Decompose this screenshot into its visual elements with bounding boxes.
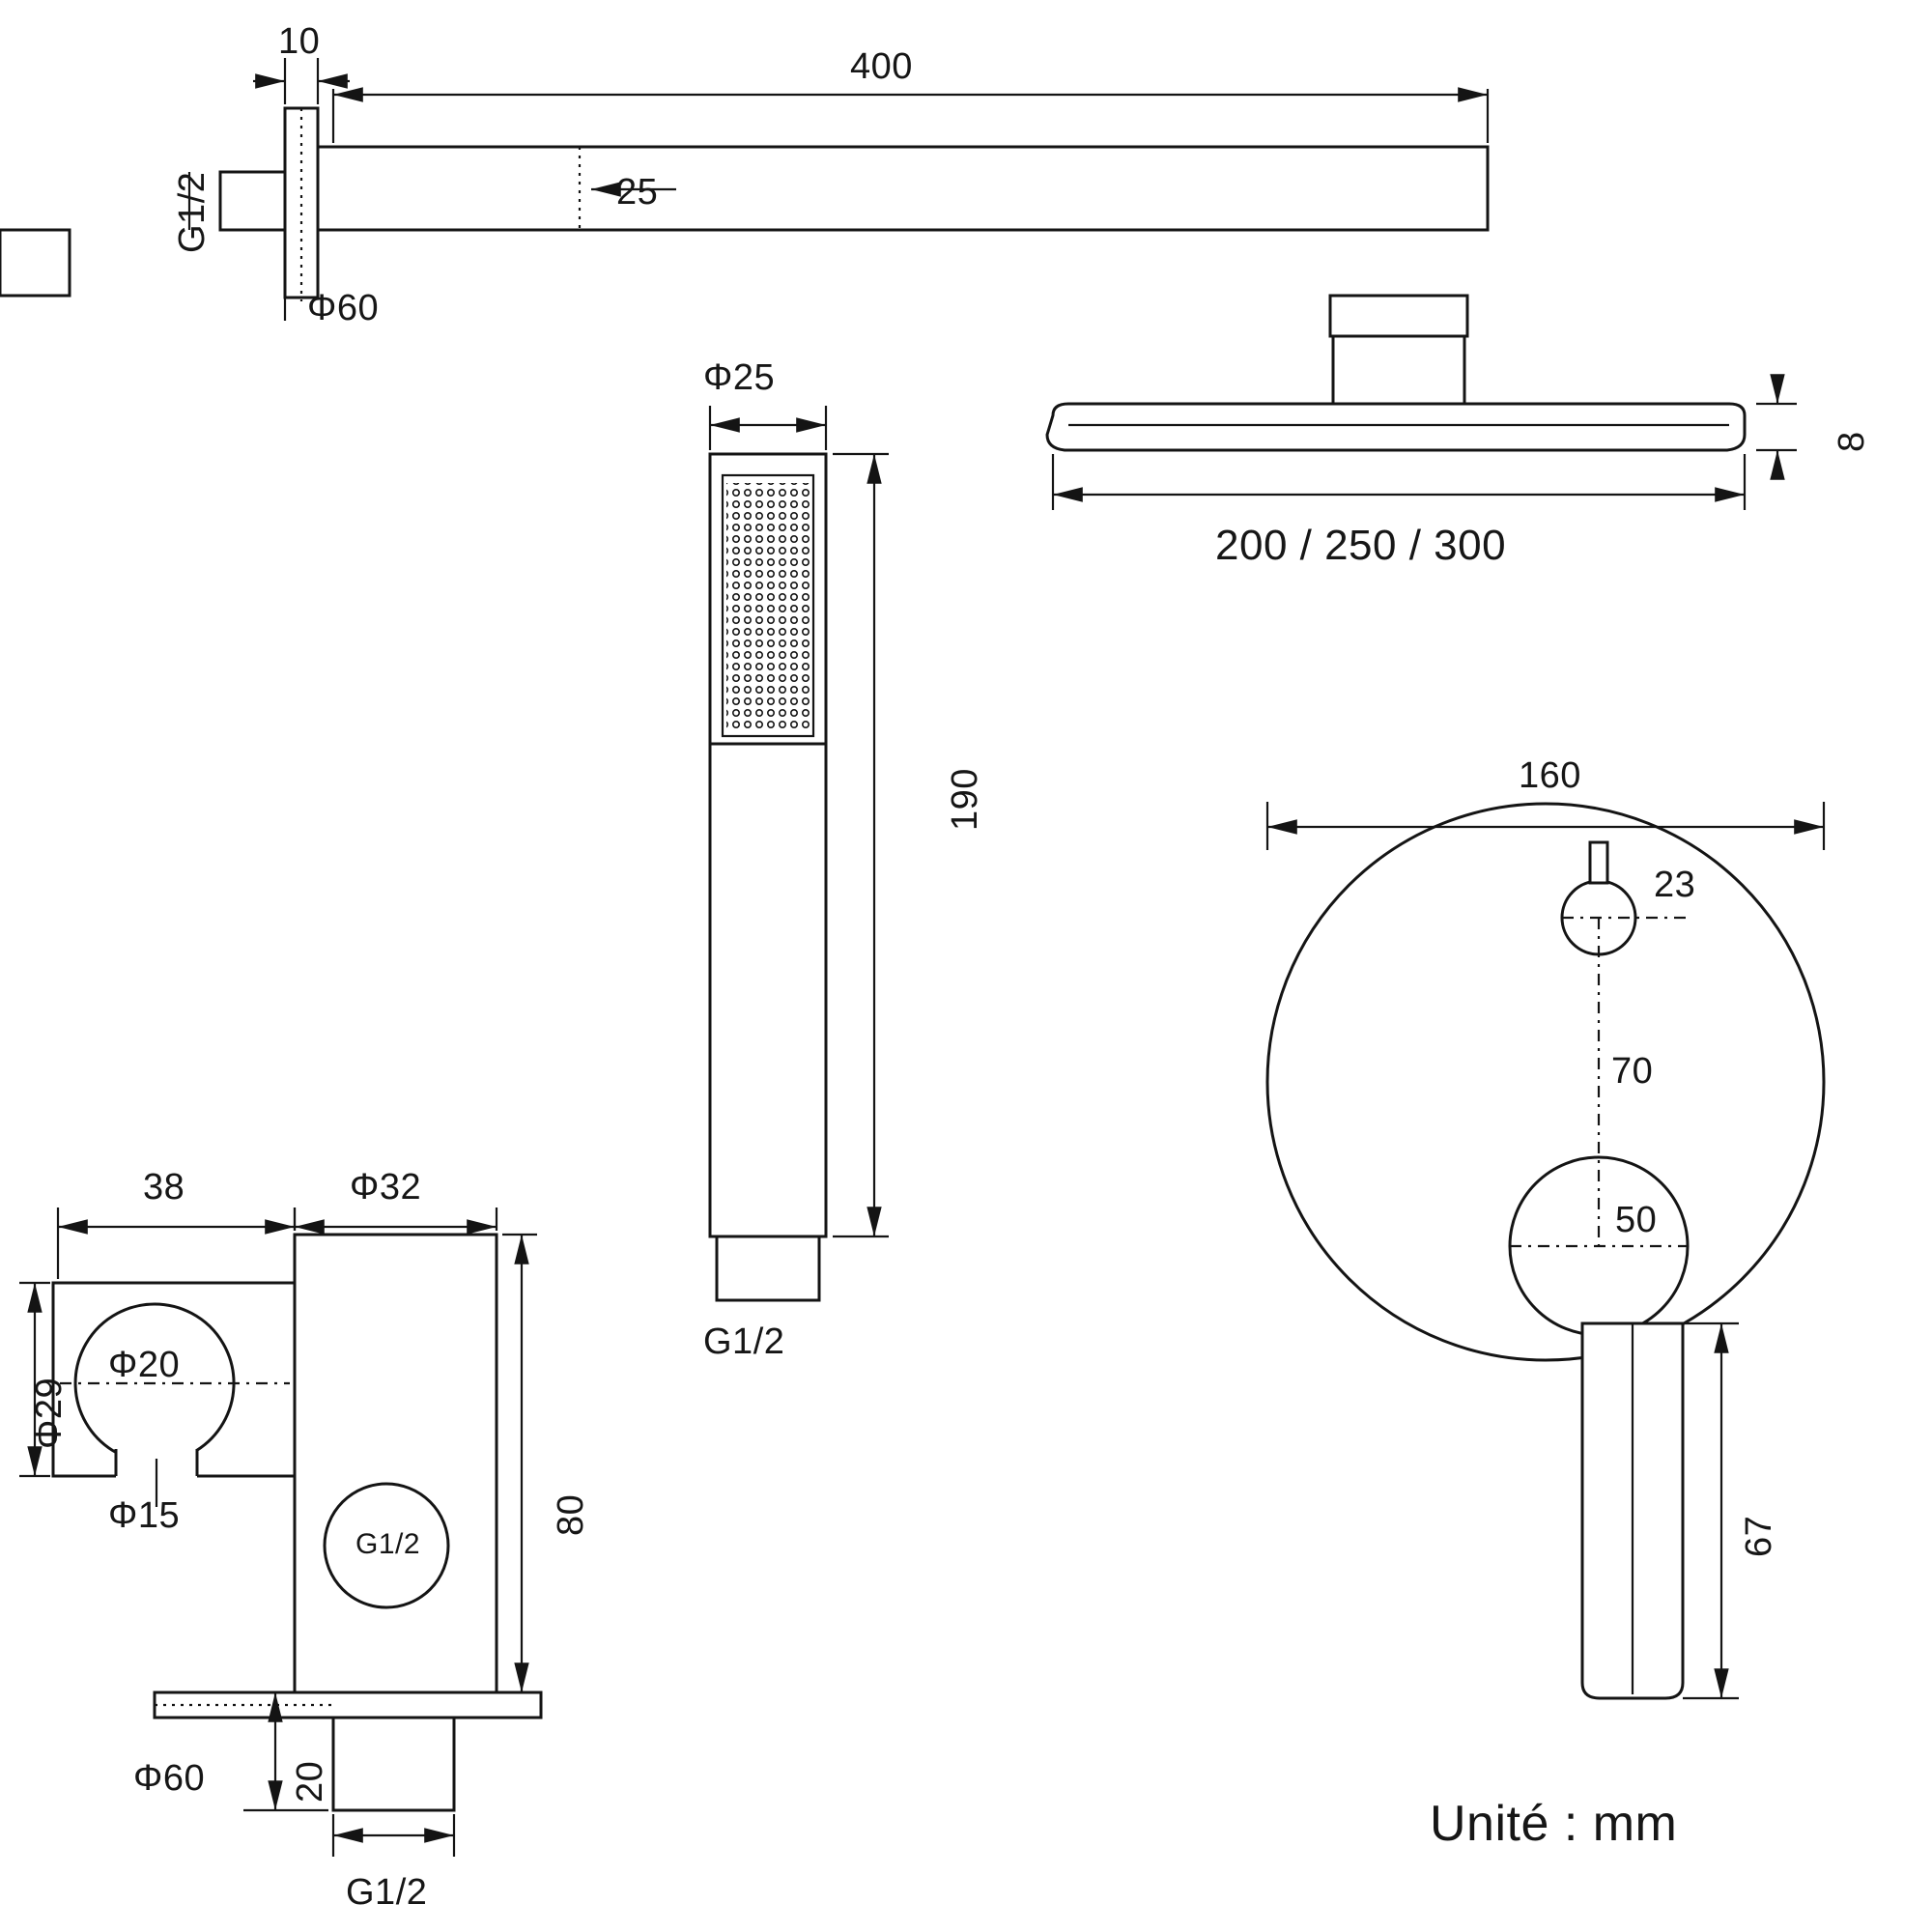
dim-hub-diameter: 50 [1615,1200,1658,1240]
dim-bottom-thread: G1/2 [346,1872,428,1913]
dim-wand-head-diameter: Φ25 [703,357,776,398]
dim-bracket-height: Φ29 [29,1377,70,1449]
dim-base-height: 20 [290,1760,330,1803]
dim-cradle-slot: Φ15 [108,1495,181,1536]
dim-wand-length: 190 [945,768,985,831]
dim-knob-offset: 70 [1611,1051,1654,1092]
label-outlet-thread: G1/2 [355,1528,421,1560]
dim-arm-flange-diameter: Φ60 [307,288,380,328]
dim-arm-width: 25 [616,172,659,213]
dim-bracket-depth: 38 [143,1167,185,1208]
dim-wand-thread: G1/2 [703,1321,785,1362]
dim-bracket-body-diameter: Φ32 [350,1167,422,1208]
dim-base-flange: Φ60 [133,1758,206,1799]
dim-head-diameter-options: 200 / 250 / 300 [1215,522,1507,569]
dim-plate-diameter: 160 [1519,755,1581,796]
dim-arm-flange-thickness: 10 [278,21,321,62]
unit-note: Unité : mm [1430,1796,1678,1852]
dim-knob-diameter: 23 [1654,865,1696,905]
dim-arm-thread: G1/2 [172,171,213,253]
dim-handle-length: 67 [1739,1515,1779,1557]
dim-body-height: 80 [551,1493,591,1536]
dim-head-thickness: 8 [1832,431,1872,452]
dim-arm-length: 400 [850,46,913,87]
dim-cradle-bore: Φ20 [108,1345,181,1385]
